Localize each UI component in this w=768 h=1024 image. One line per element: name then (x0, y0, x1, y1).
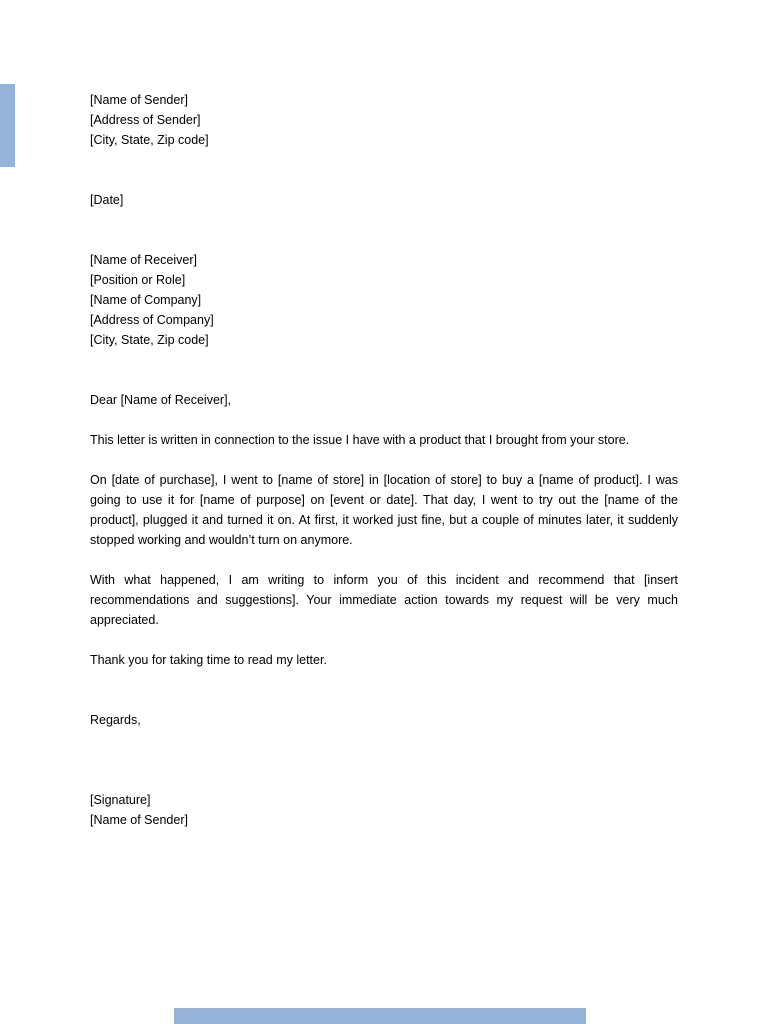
bottom-accent-bar (174, 1008, 586, 1024)
receiver-city-state-zip: [City, State, Zip code] (90, 333, 209, 347)
spacer (90, 410, 678, 430)
body-paragraph-3: With what happened, I am writing to inform you of this incident and recommend that [insert recommendations and suggestions]. Your immediate action towards my request will be very much appreciated. (90, 573, 678, 627)
letter-date: [Date] (90, 193, 124, 207)
receiver-position: [Position or Role] (90, 273, 186, 287)
spacer (90, 350, 678, 390)
signature-block (90, 790, 678, 830)
sender-address: [Address of Sender] (90, 113, 201, 127)
spacer (90, 550, 678, 570)
sender-city-state-zip: [City, State, Zip code] (90, 133, 209, 147)
letter-body (90, 90, 678, 830)
salutation: Dear [Name of Receiver], (90, 393, 232, 407)
receiver-company: [Name of Company] (90, 293, 202, 307)
spacer (90, 630, 678, 650)
left-accent-bar (0, 84, 15, 167)
receiver-company-address: [Address of Company] (90, 313, 214, 327)
signature-sender-name: [Name of Sender] (90, 813, 188, 827)
receiver-block (90, 250, 678, 350)
spacer (90, 670, 678, 710)
closing: Regards, (90, 713, 141, 727)
body-paragraph-2: On [date of purchase], I went to [name of store] in [location of store] to buy a [name of product]. I was going to use it for [name of purpose] on [event or date]. That day, I went to try out the [name of the product], plugged it and turned it on. At first, it worked just fine, but a couple of minutes later, it suddenly stopped working and wouldn’t turn on anymore. (90, 473, 678, 547)
receiver-name: [Name of Receiver] (90, 253, 197, 267)
sender-block (90, 90, 678, 150)
body-paragraph-1: This letter is written in connection to the issue I have with a product that I brought from your store. (90, 433, 630, 447)
spacer (90, 450, 678, 470)
spacer (90, 210, 678, 250)
signature-placeholder: [Signature] (90, 793, 151, 807)
body-paragraph-4: Thank you for taking time to read my letter. (90, 653, 327, 667)
spacer (90, 150, 678, 190)
sender-name: [Name of Sender] (90, 93, 188, 107)
spacer (90, 730, 678, 790)
